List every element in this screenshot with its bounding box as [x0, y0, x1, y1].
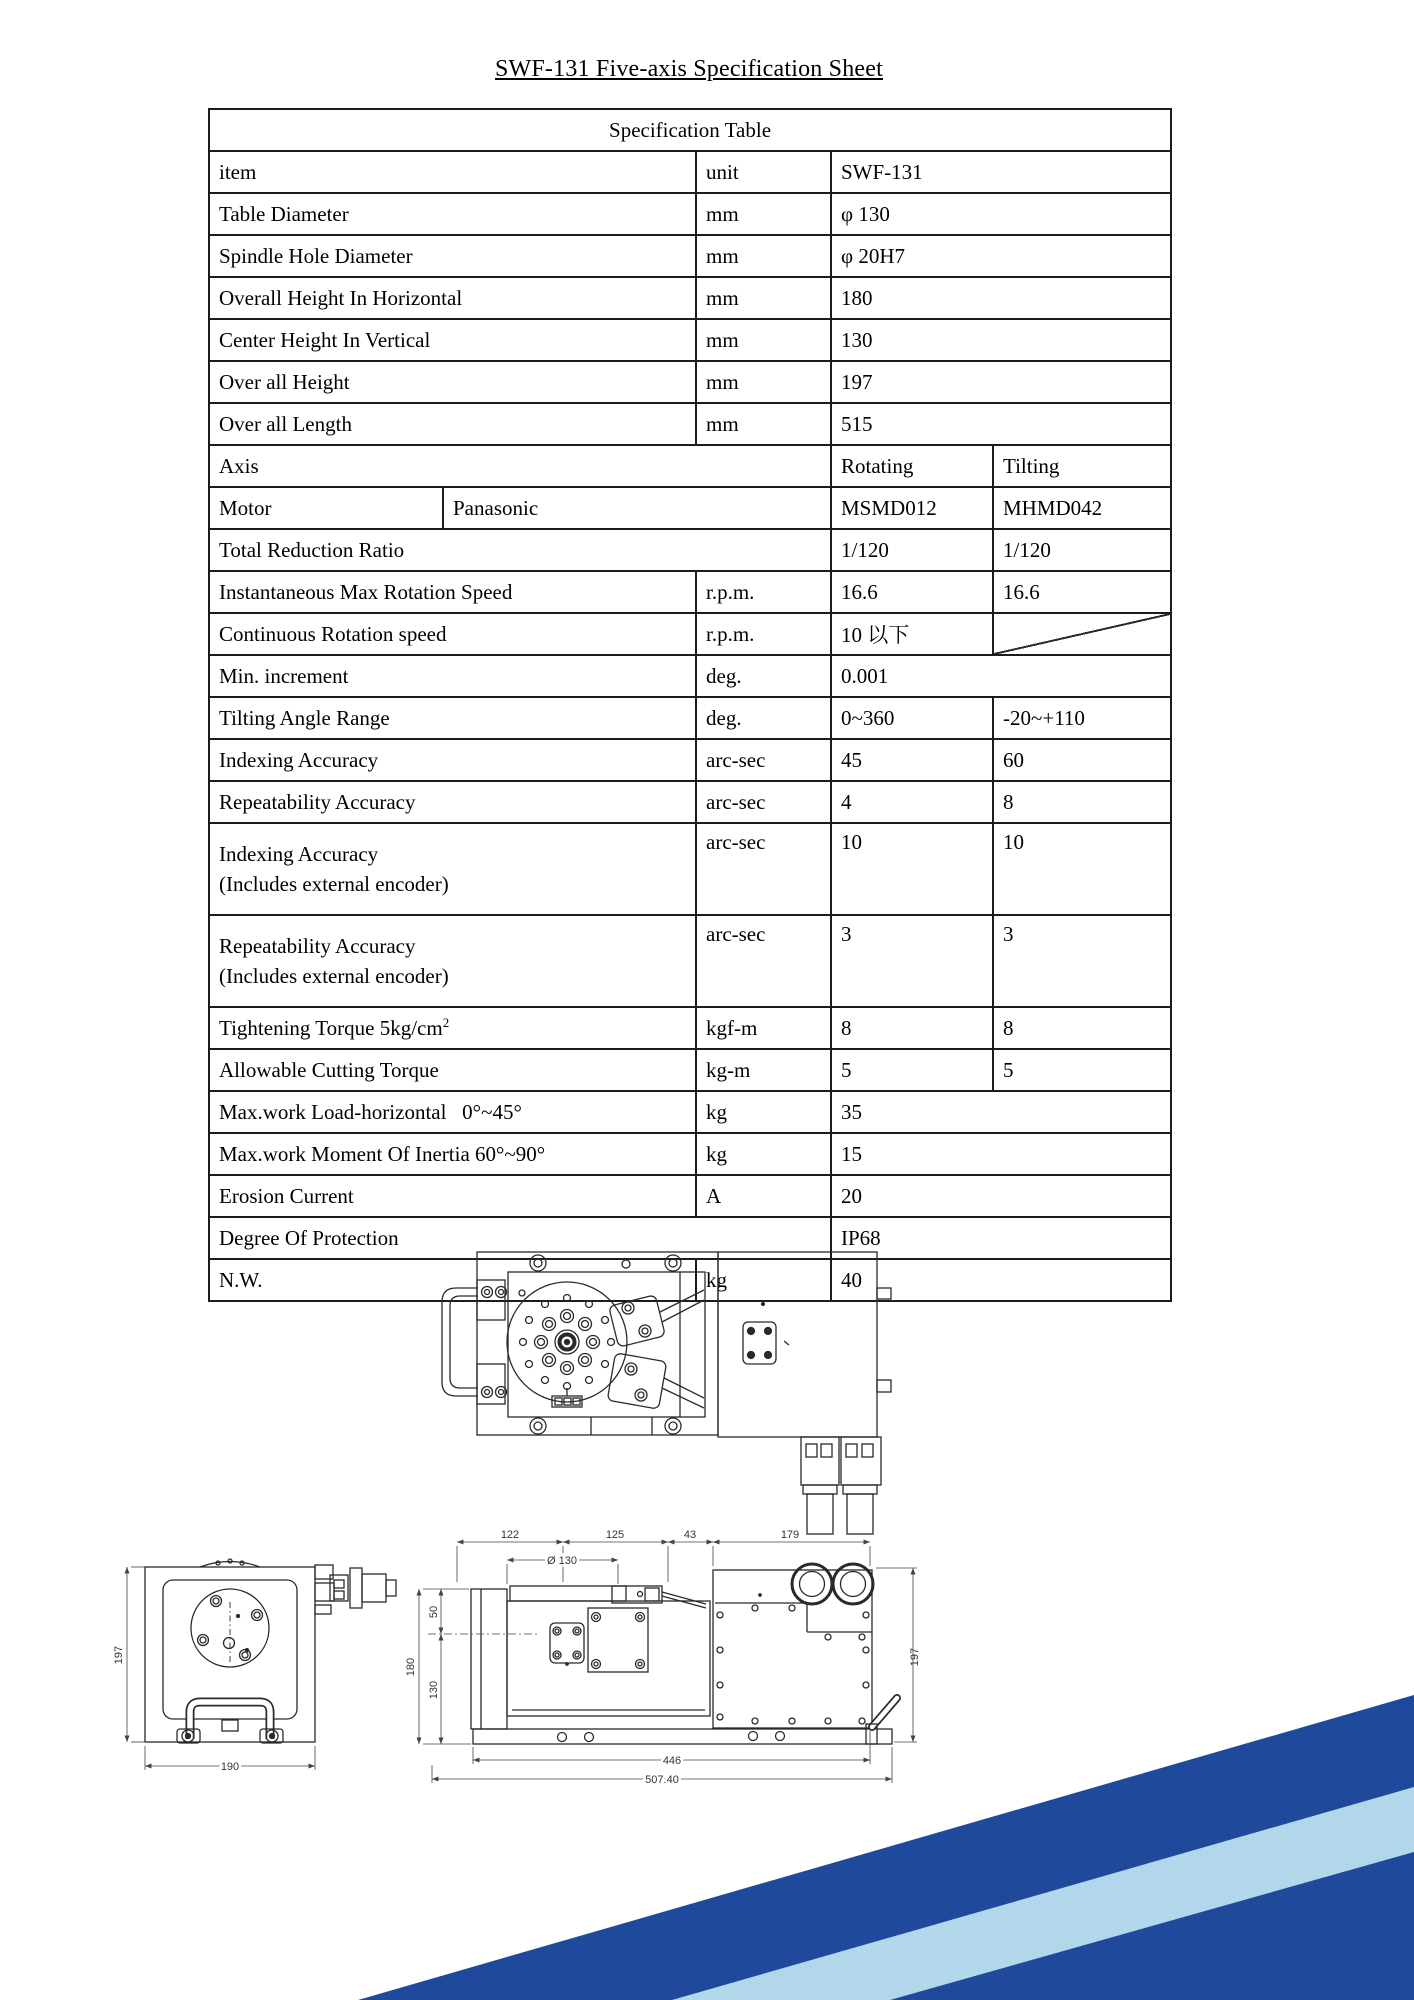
page-title: SWF-131 Five-axis Specification Sheet — [494, 56, 883, 82]
cell-rotating: Rotating — [831, 445, 993, 487]
dim-label-seg3: 43 — [683, 1529, 697, 1541]
detached-clamp-handle — [330, 1568, 396, 1608]
cell-item: Overall Height In Horizontal — [209, 277, 696, 319]
table-row — [209, 823, 1171, 915]
cable-connectors — [801, 1437, 881, 1534]
cell-item: Continuous Rotation speed — [209, 613, 696, 655]
technical-drawings — [0, 1230, 1414, 2000]
cell-unit: kg — [696, 1259, 831, 1301]
dim-label-seg1: 122 — [500, 1529, 520, 1541]
dim-label-bottom-outer: 507.40 — [645, 1774, 679, 1786]
dim-label-height-top: 50 — [428, 1605, 440, 1619]
clamp-plates — [607, 1290, 704, 1409]
cell-rotating: 4 — [831, 781, 993, 823]
cell-item: Axis — [209, 445, 831, 487]
cell-unit: mm — [696, 277, 831, 319]
cell-item: Instantaneous Max Rotation Speed — [209, 571, 696, 613]
table-header: Specification Table — [209, 109, 1171, 151]
cell-brand: Panasonic — [443, 487, 831, 529]
cell-unit: arc-sec — [696, 739, 831, 781]
cell-rotating: 0~360 — [831, 697, 993, 739]
table-row — [209, 403, 1171, 445]
cell-tilting: 3 — [993, 915, 1171, 1007]
table-row — [209, 151, 1171, 193]
cell-unit: mm — [696, 193, 831, 235]
cell-item: Center Height In Vertical — [209, 319, 696, 361]
cell-rotating: MSMD012 — [831, 487, 993, 529]
cell-value: 35 — [831, 1091, 1171, 1133]
cell-value: 515 — [831, 403, 1171, 445]
cell-item: N.W. — [209, 1259, 696, 1301]
cell-value: φ 130 — [831, 193, 1171, 235]
cell-item: Tilting Angle Range — [209, 697, 696, 739]
cell-rotating: 16.6 — [831, 571, 993, 613]
dim-label-right-height: 197 — [909, 1647, 921, 1667]
cell-tilting: -20~+110 — [993, 697, 1171, 739]
cell-item: Min. increment — [209, 655, 696, 697]
table-row — [209, 915, 1171, 1007]
table-row — [209, 781, 1171, 823]
dim-label-seg4: 179 — [780, 1529, 800, 1541]
cell-rotating: 5 — [831, 1049, 993, 1091]
cell-tilting: 60 — [993, 739, 1171, 781]
corner-ribbon — [358, 1695, 1414, 2000]
cell-tilting: 5 — [993, 1049, 1171, 1091]
item-line-2: (Includes external encoder) — [219, 872, 449, 896]
cell-item: Table Diameter — [209, 193, 696, 235]
cell-item: Max.work Load-horizontal 0°~45° — [209, 1091, 696, 1133]
cell-value: 20 — [831, 1175, 1171, 1217]
cell-unit: kgf-m — [696, 1007, 831, 1049]
item-line-1: Repeatability Accuracy — [219, 933, 416, 958]
cell-unit: A — [696, 1175, 831, 1217]
cell-rotating: 3 — [831, 915, 993, 1007]
table-row — [209, 1175, 1171, 1217]
cell-rotating: 10 — [831, 823, 993, 915]
rotary-table — [507, 1282, 627, 1402]
cell-value: 0.001 — [831, 655, 1171, 697]
cell-unit: mm — [696, 403, 831, 445]
cell-tilting-na — [993, 613, 1171, 655]
table-row — [209, 655, 1171, 697]
cell-tilting: MHMD042 — [993, 487, 1171, 529]
cell-item: Degree Of Protection — [209, 1217, 831, 1259]
spindle-flange — [550, 1623, 584, 1665]
cell-unit: kg-m — [696, 1049, 831, 1091]
cell-item: Over all Height — [209, 361, 696, 403]
table-row — [209, 193, 1171, 235]
cell-unit: r.p.m. — [696, 613, 831, 655]
table-row — [209, 319, 1171, 361]
table-row — [209, 1091, 1171, 1133]
cell-tilting: 16.6 — [993, 571, 1171, 613]
table-row — [209, 529, 1171, 571]
cell-unit: arc-sec — [696, 823, 831, 915]
cell-tilting: 8 — [993, 1007, 1171, 1049]
dim-label-diameter: Ø 130 — [547, 1555, 577, 1567]
clamp-lever — [442, 1280, 507, 1404]
cell-tilting: 10 — [993, 823, 1171, 915]
cell-unit: kg — [696, 1091, 831, 1133]
table-row — [209, 613, 1171, 655]
table-row-motor — [209, 487, 1171, 529]
item-line-1: Indexing Accuracy — [219, 841, 379, 866]
motor-housing — [713, 1564, 873, 1728]
cell-value: 197 — [831, 361, 1171, 403]
table-row-axis — [209, 445, 1171, 487]
motor-flange — [743, 1303, 789, 1365]
table-bottom-bracket — [552, 1388, 582, 1407]
cell-item — [209, 823, 696, 915]
cell-item: Allowable Cutting Torque — [209, 1049, 696, 1091]
cell-value: IP68 — [831, 1217, 1171, 1259]
cell-value: 180 — [831, 277, 1171, 319]
cell-unit: mm — [696, 361, 831, 403]
cell-unit: arc-sec — [696, 781, 831, 823]
cell-value: φ 20H7 — [831, 235, 1171, 277]
cell-item: Over all Length — [209, 403, 696, 445]
cell-tilting: 1/120 — [993, 529, 1171, 571]
dim-label-bottom-inner: 446 — [662, 1755, 682, 1767]
table-header-row — [209, 109, 1171, 151]
cell-unit: unit — [696, 151, 831, 193]
side-plate — [588, 1608, 648, 1672]
cell-unit: deg. — [696, 697, 831, 739]
cell-rotating: 8 — [831, 1007, 993, 1049]
cell-item: Erosion Current — [209, 1175, 696, 1217]
cell-item: item — [209, 151, 696, 193]
table-row — [209, 739, 1171, 781]
table-row — [209, 235, 1171, 277]
item-line-2: (Includes external encoder) — [219, 964, 449, 988]
dim-label-height-total: 180 — [405, 1657, 417, 1677]
table-row — [209, 361, 1171, 403]
cell-unit: mm — [696, 235, 831, 277]
cell-rotating: 10 以下 — [831, 613, 993, 655]
carry-handle — [177, 1702, 283, 1743]
cell-value: 130 — [831, 319, 1171, 361]
specification-table — [208, 108, 1172, 1302]
table-row — [209, 1007, 1171, 1049]
cell-unit: arc-sec — [696, 915, 831, 1007]
table-row — [209, 277, 1171, 319]
item-superscript: 2 — [442, 1015, 450, 1030]
item-text: Tightening Torque 5kg/cm — [219, 1016, 443, 1040]
plan-view-drawing — [442, 1252, 891, 1534]
cell-item — [209, 915, 696, 1007]
dim-label-width: 190 — [220, 1761, 240, 1773]
front-view-drawing — [330, 1529, 921, 1786]
face-plate — [191, 1589, 269, 1667]
table-row — [209, 1049, 1171, 1091]
cell-item: Motor — [209, 487, 443, 529]
cell-unit: kg — [696, 1133, 831, 1175]
cell-item — [209, 1007, 696, 1049]
cell-rotating: 1/120 — [831, 529, 993, 571]
dim-label-height-bottom: 130 — [428, 1680, 440, 1700]
cell-item: Total Reduction Ratio — [209, 529, 831, 571]
cell-item: Indexing Accuracy — [209, 739, 696, 781]
cell-unit: r.p.m. — [696, 571, 831, 613]
dim-label-height: 197 — [113, 1645, 125, 1665]
cell-tilting: 8 — [993, 781, 1171, 823]
cell-unit: mm — [696, 319, 831, 361]
end-view-drawing — [113, 1559, 334, 1773]
cell-value: SWF-131 — [831, 151, 1171, 193]
table-row — [209, 1133, 1171, 1175]
cell-item: Max.work Moment Of Inertia 60°~90° — [209, 1133, 696, 1175]
cell-value: 40 — [831, 1259, 1171, 1301]
cell-rotating: 45 — [831, 739, 993, 781]
table-row — [209, 571, 1171, 613]
cell-value: 15 — [831, 1133, 1171, 1175]
cell-item: Spindle Hole Diameter — [209, 235, 696, 277]
cell-unit: deg. — [696, 655, 831, 697]
dim-label-seg2: 125 — [605, 1529, 625, 1541]
table-row — [209, 697, 1171, 739]
cell-item: Repeatability Accuracy — [209, 781, 696, 823]
cell-tilting: Tilting — [993, 445, 1171, 487]
